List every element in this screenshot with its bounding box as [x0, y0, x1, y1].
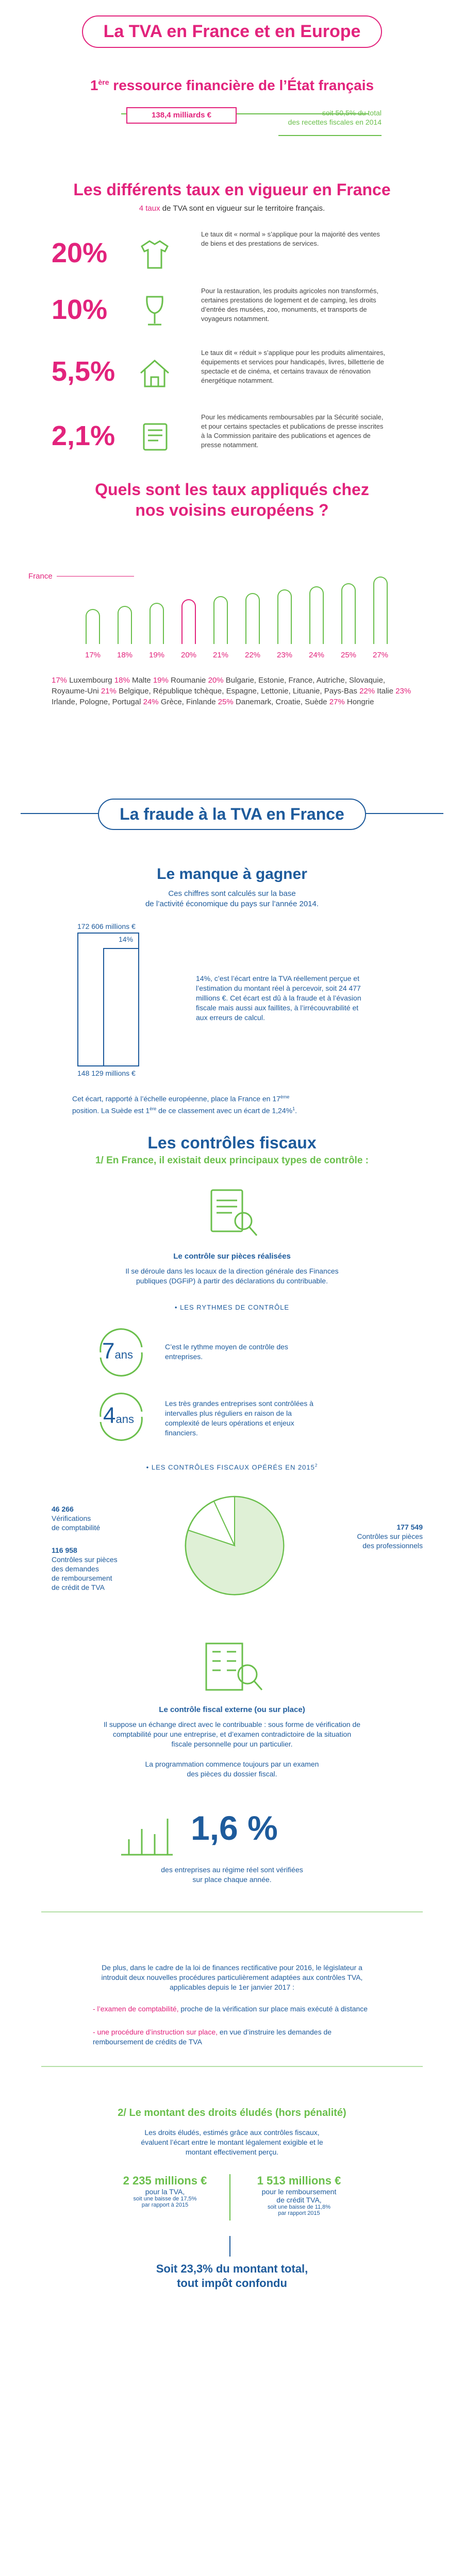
- building-magnifier-icon: [196, 1633, 268, 1695]
- law-section: [0, 1963, 464, 2107]
- clothes-icon: [137, 236, 173, 272]
- legend-pct: 17%: [52, 676, 68, 685]
- rate-text: Pour les médicaments remboursables par la Sécurité sociale, et pour certains spectacles et publications de presse inscrites à la Commission paritaire des publications et agences de presse notamment.: [201, 413, 384, 449]
- bar-27%: [373, 577, 388, 644]
- external-text: Il suppose un échange direct avec le contribuable : sous forme de vérification de comptabilité pour une entreprise, et d’examen contradictoire de la situation fiscale personnelle pour un particulier.: [103, 1720, 361, 1748]
- legend-countries: Roumanie: [168, 676, 208, 685]
- controls-pie-chart: [0, 1484, 464, 1623]
- legend-countries: Danemark, Croatie, Suède: [233, 698, 329, 706]
- evaded-separator: [229, 2174, 230, 2221]
- gap-subheading: Ces chiffres sont calculés sur la base de l’activité économique du pays sur l’année 2014.: [145, 889, 319, 908]
- rate-value: 5,5%: [52, 356, 115, 387]
- legend-pct: 27%: [329, 698, 345, 706]
- bar-label: 18%: [117, 651, 133, 659]
- bar-19%: [150, 603, 164, 644]
- rhythms-label: • LES RYTHMES DE CONTRÔLE: [174, 1303, 290, 1311]
- rhythm-value: 7ans: [102, 1338, 133, 1364]
- legend-pct: 25%: [218, 698, 234, 706]
- bar-24%: [309, 586, 324, 644]
- rhythm-7: [93, 1324, 371, 1381]
- legend-countries: Luxembourg: [67, 676, 114, 685]
- divider: [41, 2066, 423, 2067]
- rate-value: 2,1%: [52, 420, 115, 451]
- evaded-heading: 2/ Le montant des droits éludés (hors pénalité): [118, 2107, 346, 2119]
- bar-label: 17%: [85, 651, 101, 659]
- rates-section: [0, 180, 464, 479]
- legend-countries: Irlande, Pologne, Portugal: [52, 698, 143, 706]
- intro-amount: 138,4 milliards €: [126, 107, 237, 124]
- neighbors-section: [0, 479, 464, 768]
- bar-top-label: 172 606 millions €: [77, 922, 136, 930]
- legend-countries: Belgique, République tchèque, Espagne, Lettonie, Lituanie, Pays-Bas: [116, 687, 360, 696]
- external-control-section: [0, 1633, 464, 1963]
- pie-label-accounting: 46 266 Vérifications de comptabilité: [52, 1505, 101, 1532]
- bar-label: 27%: [372, 651, 389, 659]
- legend-pct: 21%: [101, 687, 117, 696]
- legend-pct: 19%: [153, 676, 169, 685]
- rhythm-text: Les très grandes entreprises sont contrôlées à intervalles plus réguliers en raison de la complexité de leurs opérations et enjeux financiers.: [165, 1399, 313, 1437]
- law-intro: De plus, dans le cadre de la loi de finances rectificative pour 2016, le législateur a introduit deux nouvelles procédures particulièrement adaptées aux contrôles TVA, applicables depuis le 1er janvier 2017 :: [101, 1963, 363, 1991]
- rates-heading: Les différents taux en vigueur en France: [73, 180, 391, 199]
- external-text-2: La programmation commence toujours par un examen des pièces du dossier fiscal.: [145, 1760, 319, 1778]
- rate-row-10: [52, 283, 412, 340]
- rate-row-20: [52, 227, 412, 283]
- rate-text: Pour la restauration, les produits agricoles non transformés, certaines prestations de logement et de camping, les droits d’entrée des musées, zoo, monuments, et transports de voyageurs notamment.: [201, 287, 378, 323]
- doc-control-title: Le contrôle sur pièces réalisées: [173, 1252, 291, 1261]
- doc-control-text: Il se déroule dans les locaux de la direction générale des Finances publiques (DGFiP) à partir des déclarations du contribuable.: [125, 1267, 339, 1285]
- neighbors-heading: Quels sont les taux appliqués chez nos voisins européens ?: [95, 480, 369, 519]
- rhythm-value: 4ans: [103, 1403, 134, 1428]
- bar-collected: [103, 948, 139, 1066]
- evaded-section: [0, 2107, 464, 2526]
- controls-subheading: 1/ En France, il existait deux principaux types de contrôle :: [95, 1155, 369, 1166]
- legend-pct: 22%: [359, 687, 375, 696]
- stat-value: 1,6 %: [191, 1809, 278, 1847]
- chart-legend: [52, 675, 412, 707]
- rates-subheading: 4 taux de TVA sont en vigueur sur le territoire français.: [139, 204, 325, 213]
- bar-20%: [181, 599, 196, 644]
- bar-17%: [86, 609, 100, 644]
- legend-countries: Malte: [129, 676, 153, 685]
- gap-section: [0, 860, 464, 1128]
- bar-21%: [213, 596, 228, 644]
- pie-label-refund: 116 958 Contrôles sur pièces des demandes de remboursement de crédit de TVA: [52, 1546, 118, 1591]
- bar-bottom-label: 148 129 millions €: [77, 1069, 136, 1077]
- header: [0, 0, 464, 57]
- pills-newspaper-icon: [137, 419, 173, 455]
- rate-row-5-5: [52, 345, 412, 402]
- controls-section: [0, 1128, 464, 1633]
- rate-text: Le taux dit « réduit » s’applique pour les produits alimentaires, équipements et services pour handicapés, livres, billetterie de spectacle et de cinéma, et certains travaux de rénovation énergétique notamment.: [201, 349, 385, 384]
- evaded-right: 1 513 millions € pour le remboursement de crédit TVA, soit une baisse de 11,8% par rapport 2015: [257, 2174, 341, 2216]
- fraud-title: La fraude à la TVA en France: [98, 799, 366, 830]
- legend-countries: Grèce, Finlande: [158, 698, 218, 706]
- intro-heading: 1ère ressource financière de l’État français: [90, 77, 374, 93]
- bar-label: 25%: [340, 651, 357, 659]
- fraud-header: [0, 768, 464, 860]
- controls-heading: Les contrôles fiscaux: [147, 1133, 317, 1152]
- france-label: France: [28, 572, 53, 581]
- legend-countries: Hongrie: [344, 698, 374, 706]
- bar-pct: 14%: [119, 935, 134, 943]
- rate-row-2-1: [52, 410, 412, 466]
- bar-18%: [118, 606, 132, 644]
- evaded-left: 2 235 millions € pour la TVA, soit une baisse de 17,5% par rapport à 2015: [123, 2174, 207, 2208]
- stat-text: des entreprises au régime réel sont vérifiées sur place chaque année.: [161, 1866, 303, 1884]
- vat-rates-chart: [0, 541, 464, 665]
- intro-section: [0, 57, 464, 180]
- bar-label: 24%: [308, 651, 325, 659]
- rhythm-text: C’est le rythme moyen de contrôle des entreprises.: [165, 1343, 288, 1361]
- arrow-line: [229, 2236, 230, 2257]
- house-tools-icon: [137, 354, 173, 391]
- legend-pct: 24%: [143, 698, 159, 706]
- evaded-total: Soit 23,3% du montant total, tout impôt confondu: [156, 2262, 308, 2290]
- external-title: Le contrôle fiscal externe (ou sur place): [159, 1705, 305, 1714]
- chart-bars-icon: [111, 1803, 183, 1865]
- intro-rule-2: [278, 135, 382, 136]
- law-bullet-2: - une procédure d’instruction sur place, en vue d’instruire les demandes de remboursement de crédits de TVA: [93, 2028, 332, 2046]
- legend-pct: 18%: [114, 676, 130, 685]
- document-magnifier-icon: [201, 1185, 263, 1242]
- pie-label-professionals: 177 549 Contrôles sur pièces des professionnels: [357, 1523, 423, 1550]
- divider: [41, 1911, 423, 1912]
- bar-label: 19%: [148, 651, 165, 659]
- bar-25%: [341, 583, 356, 644]
- legend-countries: Italie: [375, 687, 396, 696]
- ops-label: • LES CONTRÔLES FISCAUX OPÉRÉS EN 2015$^2$: [146, 1463, 318, 1471]
- gap-text: 14%, c’est l’écart entre la TVA réellement perçue et l’estimation du montant réel à percevoir, soit 24 477 millions €. Cet écart est dû à la fraude et à l’évasion fiscale mais aussi aux faillites, à l’irrécouvrabilité et aux erreurs de calcul.: [196, 974, 361, 1022]
- bar-label: 21%: [212, 651, 229, 659]
- law-bullet-1: - l’examen de comptabilité, proche de la vérification sur place mais exécuté à distance: [93, 2005, 368, 2013]
- rate-text: Le taux dit « normal » s’applique pour la majorité des ventes de biens et des prestations de services.: [201, 230, 380, 247]
- bar-label: 23%: [276, 651, 293, 659]
- legend-pct: 20%: [208, 676, 224, 685]
- bars-container: [80, 541, 436, 659]
- legend-pct: 23%: [395, 687, 411, 696]
- bar-label: 20%: [180, 651, 197, 659]
- gap-compare: Cet écart, rapporté à l’échelle européenne, place la France en 17ème position. La Suède est 1ère de ce classement avec un écart de 1,24%$^1$.: [72, 1094, 297, 1115]
- gap-heading: Le manque à gagner: [157, 866, 307, 883]
- rate-value: 10%: [52, 294, 108, 325]
- wine-glass-icon: [137, 293, 173, 329]
- evaded-text: Les droits éludés, estimés grâce aux contrôles fiscaux, évaluent l’écart entre le montant légalement exigible et le montant effectivement perçu.: [141, 2128, 323, 2156]
- legend-countries: Bulgarie, Estonie, France, Autriche, Slovaquie, Royaume-Uni: [52, 676, 386, 696]
- rate-value: 20%: [52, 238, 108, 268]
- bar-22%: [245, 593, 260, 644]
- pie-svg: [178, 1489, 291, 1602]
- bar-23%: [277, 589, 292, 644]
- rhythm-4: [93, 1388, 371, 1445]
- intro-share: soit 50,5% du total des recettes fiscales en 2014: [288, 109, 382, 126]
- bar-label: 22%: [244, 651, 261, 659]
- page-title: La TVA en France et en Europe: [82, 15, 383, 48]
